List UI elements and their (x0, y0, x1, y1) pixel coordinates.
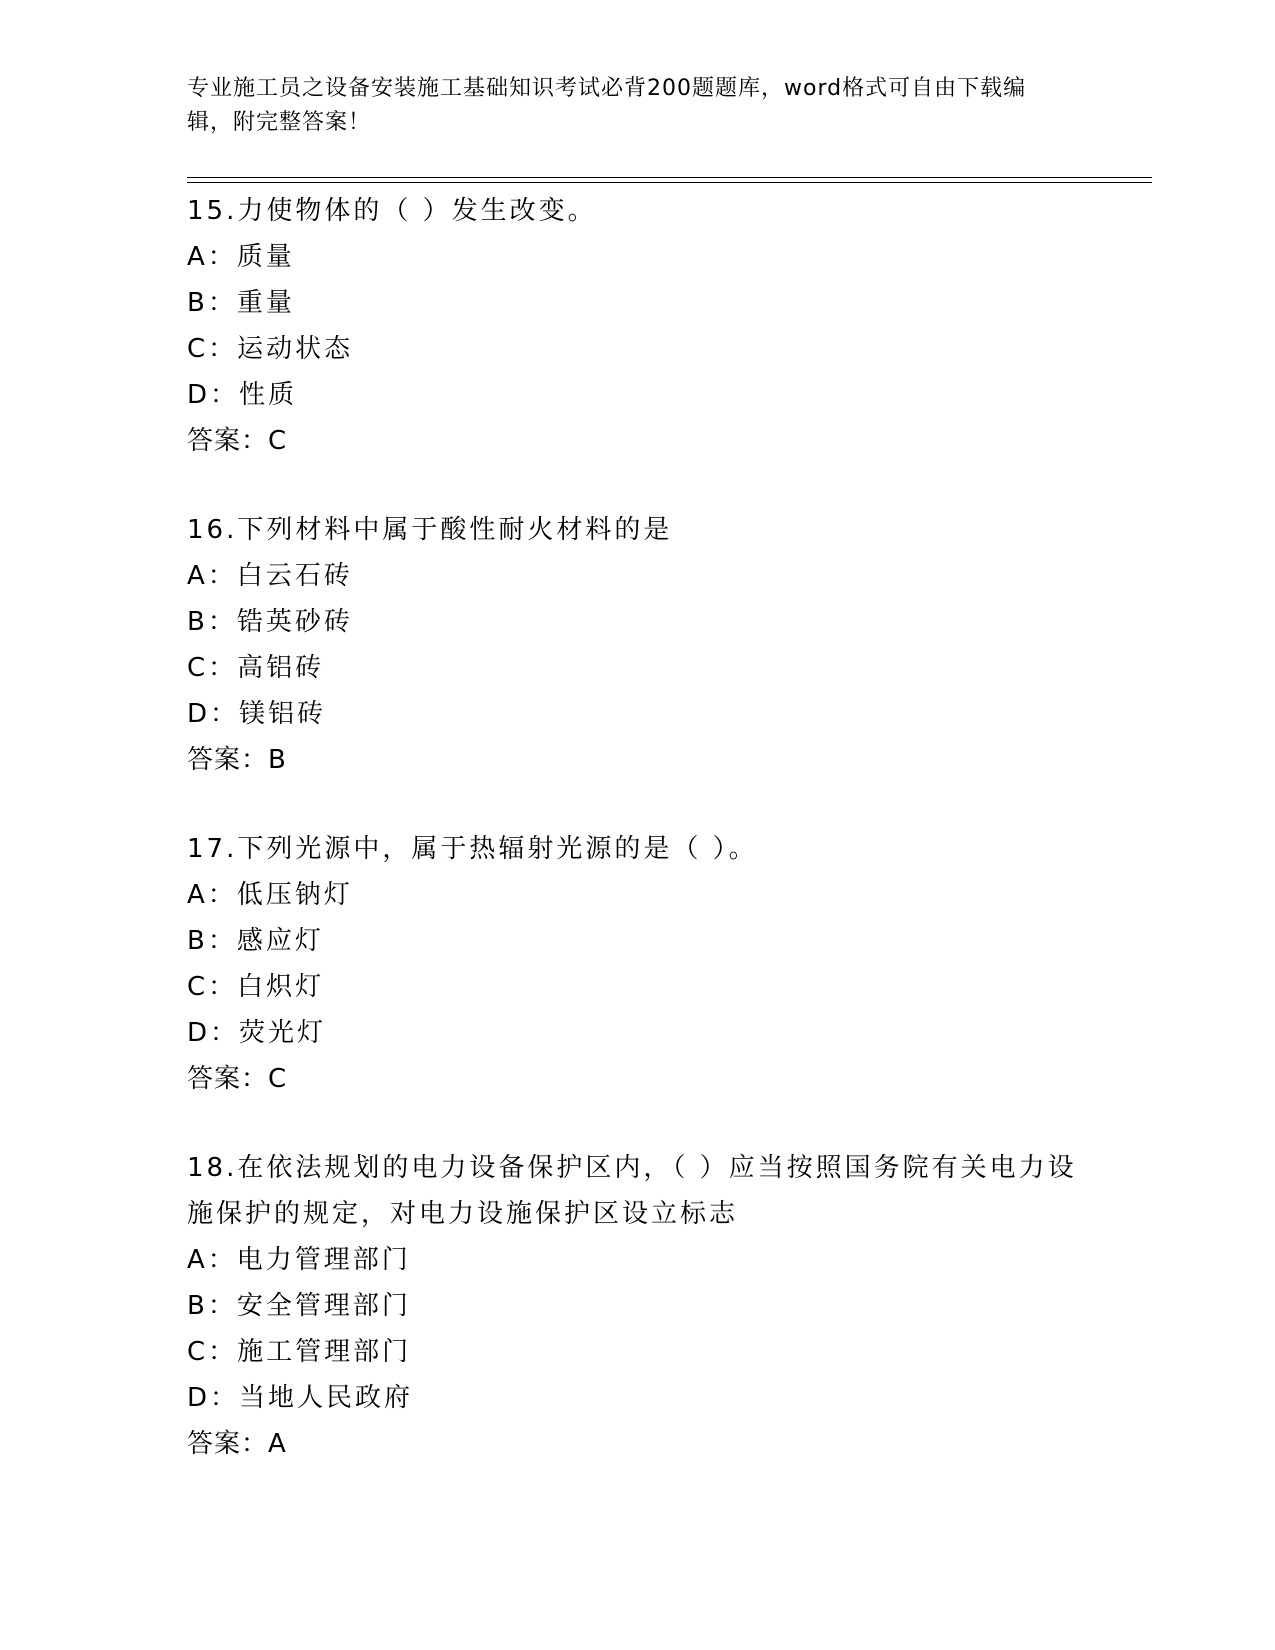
question-17 (187, 826, 1087, 1102)
option-a: A：白云石砖 (187, 561, 353, 591)
option-a: A：质量 (187, 242, 295, 272)
option-d: D：荧光灯 (187, 1018, 327, 1048)
answer: 答案：C (187, 1064, 288, 1094)
question-18 (187, 1145, 1087, 1467)
header-divider-top (187, 177, 1152, 178)
question-stem: 15.力使物体的（ ）发生改变。 (187, 196, 597, 226)
answer: 答案：B (187, 745, 287, 775)
question-stem: 16.下列材料中属于酸性耐火材料的是 (187, 515, 673, 545)
document-header (187, 72, 1067, 140)
answer: 答案：A (187, 1429, 287, 1459)
option-d: D：性质 (187, 380, 298, 410)
option-c: C：施工管理部门 (187, 1337, 412, 1367)
option-b: B：感应灯 (187, 926, 324, 956)
option-d: D：当地人民政府 (187, 1383, 414, 1413)
option-c: C：运动状态 (187, 334, 354, 364)
answer: 答案：C (187, 426, 288, 456)
question-stem: 17.下列光源中，属于热辐射光源的是（ ）。 (187, 834, 758, 864)
option-c: C：高铝砖 (187, 653, 325, 683)
option-a: A：电力管理部门 (187, 1245, 411, 1275)
question-16 (187, 507, 1087, 783)
option-b: B：锆英砂砖 (187, 607, 353, 637)
header-text: 专业施工员之设备安装施工基础知识考试必背200题题库，word格式可自由下载编辑，附完整答案！ (187, 76, 1027, 135)
option-c: C：白炽灯 (187, 972, 325, 1002)
option-d: D：镁铝砖 (187, 699, 327, 729)
question-15 (187, 188, 1087, 464)
option-a: A：低压钠灯 (187, 880, 353, 910)
header-divider-bottom (187, 182, 1152, 183)
option-b: B：重量 (187, 288, 295, 318)
option-b: B：安全管理部门 (187, 1291, 411, 1321)
question-stem: 18.在依法规划的电力设备保护区内，（ ）应当按照国务院有关电力设施保护的规定，对电力设施保护区设立标志 (187, 1153, 1077, 1229)
